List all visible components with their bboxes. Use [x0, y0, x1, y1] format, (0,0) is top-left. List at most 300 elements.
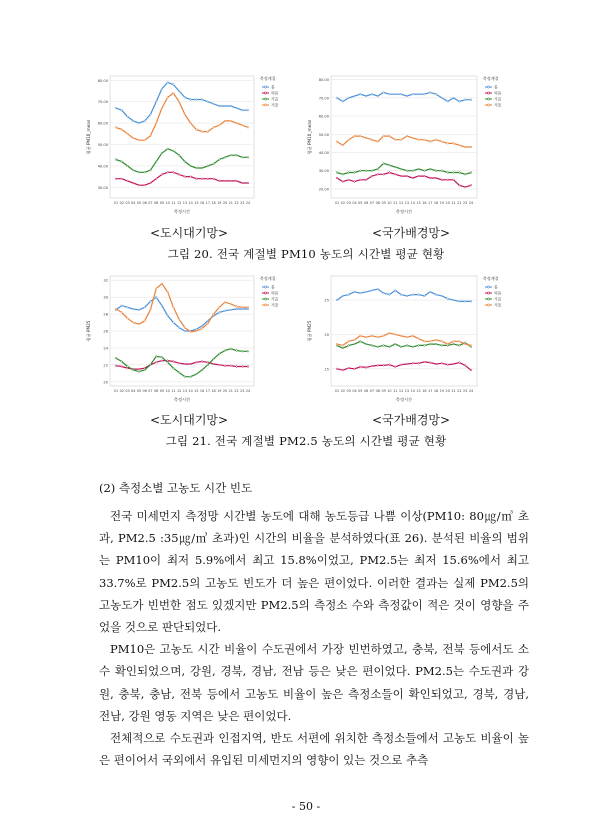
- data-point: [365, 336, 367, 338]
- x-tick-label: 17: [428, 201, 433, 205]
- data-point: [412, 177, 414, 179]
- x-tick-label: 22: [234, 389, 239, 393]
- data-point: [400, 335, 402, 337]
- data-point: [201, 178, 203, 180]
- data-point: [406, 175, 408, 177]
- y-axis-label: 평균 PM10_mean: [307, 119, 312, 155]
- data-point: [360, 93, 362, 95]
- legend-marker: [487, 92, 489, 94]
- x-tick-label: 08: [375, 389, 380, 393]
- data-point: [336, 172, 338, 174]
- x-tick-label: 14: [410, 389, 415, 393]
- x-tick-label: 03: [346, 201, 351, 205]
- data-point: [394, 366, 396, 368]
- y-tick-label: 26: [103, 329, 108, 334]
- data-point: [371, 365, 373, 367]
- data-point: [247, 308, 249, 310]
- data-point: [342, 181, 344, 183]
- data-point: [360, 179, 362, 181]
- y-tick-label: 30: [103, 295, 108, 300]
- data-point: [132, 369, 134, 371]
- legend-marker: [264, 92, 266, 94]
- legend-marker: [487, 86, 489, 88]
- data-point: [224, 180, 226, 182]
- data-point: [224, 365, 226, 367]
- paragraph-3: 전체적으로 수도권과 인접지역, 반도 서편에 위치한 측정소들에서 고농도 비율이 높은 편이어서 국외에서 유입된 미세먼지의 영향이 있는 것으로 추측: [99, 731, 529, 768]
- data-point: [121, 129, 123, 131]
- legend-marker: [264, 98, 266, 100]
- data-point: [470, 184, 472, 186]
- data-point: [441, 363, 443, 365]
- x-tick-label: 01: [113, 201, 119, 205]
- data-point: [336, 141, 338, 143]
- data-point: [190, 99, 192, 101]
- x-tick-label: 16: [199, 201, 205, 205]
- legend-title: 측정계절: [483, 76, 499, 81]
- data-point: [360, 135, 362, 137]
- data-point: [230, 365, 232, 367]
- data-point: [201, 167, 203, 169]
- data-point: [418, 363, 420, 365]
- x-tick-label: 11: [393, 389, 398, 393]
- data-point: [241, 157, 243, 159]
- data-point: [155, 161, 157, 163]
- data-point: [155, 288, 157, 290]
- data-point: [196, 178, 198, 180]
- x-tick-label: 18: [433, 201, 439, 205]
- x-tick-label: 11: [171, 389, 176, 393]
- legend-marker: [487, 304, 489, 306]
- data-point: [441, 341, 443, 343]
- data-point: [429, 343, 431, 345]
- data-point: [441, 295, 443, 297]
- data-point: [121, 178, 123, 180]
- data-point: [127, 133, 129, 135]
- x-tick-label: 10: [387, 201, 392, 205]
- data-point: [132, 322, 134, 324]
- data-point: [115, 357, 117, 359]
- data-point: [459, 184, 461, 186]
- x-tick-label: 08: [375, 201, 380, 205]
- data-point: [184, 97, 186, 99]
- x-tick-label: 15: [194, 201, 199, 205]
- data-point: [213, 163, 215, 165]
- data-point: [219, 312, 221, 314]
- data-point: [230, 180, 232, 182]
- data-point: [127, 307, 129, 309]
- data-point: [429, 141, 431, 143]
- data-point: [190, 176, 192, 178]
- data-point: [365, 137, 367, 139]
- legend-marker: [264, 86, 266, 88]
- data-point: [132, 137, 134, 139]
- data-point: [348, 139, 350, 141]
- data-point: [383, 174, 385, 176]
- data-point: [219, 364, 221, 366]
- data-point: [155, 356, 157, 358]
- x-tick-label: 17: [428, 389, 433, 393]
- x-tick-label: 06: [363, 201, 369, 205]
- chart-pm25-urban: [84, 268, 298, 408]
- y-tick-label: 20: [103, 380, 108, 385]
- data-point: [121, 109, 123, 111]
- data-point: [190, 331, 192, 333]
- data-point: [173, 367, 175, 369]
- data-point: [155, 296, 157, 298]
- data-point: [377, 168, 379, 170]
- x-tick-label: 18: [433, 389, 439, 393]
- data-point: [429, 92, 431, 94]
- x-tick-label: 13: [182, 201, 188, 205]
- data-point: [406, 345, 408, 347]
- data-point: [138, 323, 140, 325]
- y-axis-label: 평균 PM25: [307, 320, 312, 342]
- data-point: [441, 97, 443, 99]
- data-point: [383, 365, 385, 367]
- data-point: [424, 345, 426, 347]
- x-tick-label: 07: [148, 201, 153, 205]
- data-point: [342, 101, 344, 103]
- paragraph-2: PM10은 고농도 시간 비율이 수도권에서 가장 빈번하였고, 충북, 전북 등에서도 소수 확인되었으며, 강원, 경북, 경남, 전남 등은 낮은 편이었다. PM2.5는 수도권과 강원, 충북, 충남, 전북 등에서 고농도 비율이 높은 측정소들이 확인되었고, 경북, 경남, 전남, 강원 영동 지역은 낮은 편이었다.: [99, 642, 529, 723]
- data-point: [144, 320, 146, 322]
- data-point: [394, 93, 396, 95]
- data-point: [418, 168, 420, 170]
- legend-marker: [487, 292, 489, 294]
- legend-marker: [264, 292, 266, 294]
- data-point: [418, 93, 420, 95]
- data-point: [213, 313, 215, 315]
- data-point: [389, 135, 391, 137]
- data-point: [354, 291, 356, 293]
- data-point: [365, 291, 367, 293]
- data-point: [348, 367, 350, 369]
- data-point: [464, 301, 466, 303]
- data-point: [184, 363, 186, 365]
- data-point: [207, 165, 209, 167]
- data-point: [459, 362, 461, 364]
- data-point: [224, 157, 226, 159]
- data-point: [230, 120, 232, 122]
- data-point: [219, 159, 221, 161]
- data-point: [342, 295, 344, 297]
- data-point: [418, 175, 420, 177]
- data-point: [464, 186, 466, 188]
- x-axis-label: 측정시간: [173, 397, 191, 402]
- x-tick-label: 07: [369, 389, 375, 393]
- x-tick-label: 16: [422, 201, 427, 205]
- data-point: [447, 343, 449, 345]
- legend-title: 측정계절: [260, 76, 276, 81]
- y-tick-label: 20.00: [318, 187, 329, 192]
- y-axis-label: 평균 PM25: [86, 320, 91, 342]
- data-point: [400, 175, 402, 177]
- data-point: [342, 174, 344, 176]
- data-point: [178, 362, 180, 364]
- data-point: [155, 362, 157, 364]
- data-point: [429, 168, 431, 170]
- y-tick-label: 32: [103, 278, 108, 283]
- data-point: [429, 177, 431, 179]
- figure-20-caption: 그림 20. 전국 계절별 PM10 농도의 시간별 평균 현황: [167, 247, 445, 261]
- data-point: [196, 362, 198, 364]
- x-tick-label: 23: [240, 201, 245, 205]
- x-axis-label: 측정시간: [395, 397, 413, 402]
- body-text: [99, 505, 529, 771]
- data-point: [412, 335, 414, 337]
- data-point: [115, 159, 117, 161]
- data-point: [348, 172, 350, 174]
- data-point: [201, 369, 203, 371]
- data-point: [459, 144, 461, 146]
- x-tick-label: 03: [346, 389, 351, 393]
- legend-label: 여름: [494, 90, 502, 96]
- data-point: [167, 362, 169, 364]
- x-tick-label: 12: [398, 201, 404, 205]
- data-point: [342, 347, 344, 349]
- x-tick-label: 01: [334, 201, 340, 205]
- data-point: [207, 323, 209, 325]
- data-point: [230, 303, 232, 305]
- legend-label: 겨울: [494, 302, 502, 308]
- x-tick-label: 24: [468, 389, 474, 393]
- data-point: [219, 307, 221, 309]
- data-point: [441, 345, 443, 347]
- data-point: [121, 161, 123, 163]
- data-point: [389, 294, 391, 296]
- x-tick-label: 08: [154, 201, 159, 205]
- data-point: [138, 122, 140, 124]
- data-point: [132, 182, 134, 184]
- data-point: [348, 345, 350, 347]
- x-tick-label: 17: [205, 201, 210, 205]
- data-point: [377, 174, 379, 176]
- data-point: [213, 358, 215, 360]
- x-tick-label: 20: [445, 201, 450, 205]
- x-tick-label: 09: [381, 389, 386, 393]
- data-point: [213, 178, 215, 180]
- data-point: [400, 364, 402, 366]
- data-point: [247, 109, 249, 111]
- data-point: [127, 180, 129, 182]
- legend-label: 가을: [494, 96, 502, 102]
- data-point: [236, 306, 238, 308]
- data-point: [354, 95, 356, 97]
- data-point: [371, 335, 373, 337]
- legend-label: 겨울: [494, 102, 502, 108]
- data-point: [241, 109, 243, 111]
- x-tick-label: 06: [363, 389, 369, 393]
- data-point: [132, 169, 134, 171]
- data-point: [138, 371, 140, 373]
- data-point: [201, 131, 203, 133]
- x-tick-label: 11: [171, 201, 176, 205]
- data-point: [201, 99, 203, 101]
- x-tick-label: 21: [228, 389, 233, 393]
- legend-label: 겨울: [271, 102, 279, 108]
- x-tick-label: 19: [439, 389, 445, 393]
- data-point: [224, 310, 226, 312]
- data-point: [406, 363, 408, 365]
- data-point: [236, 350, 238, 352]
- data-point: [224, 350, 226, 352]
- data-point: [213, 103, 215, 105]
- data-point: [377, 365, 379, 367]
- data-point: [394, 139, 396, 141]
- data-point: [224, 301, 226, 303]
- data-point: [190, 122, 192, 124]
- data-point: [383, 335, 385, 337]
- data-point: [336, 368, 338, 370]
- legend-label: 봄: [271, 84, 275, 90]
- data-point: [161, 305, 163, 307]
- data-point: [389, 164, 391, 166]
- data-point: [459, 341, 461, 343]
- x-tick-label: 23: [463, 389, 468, 393]
- data-point: [213, 363, 215, 365]
- data-point: [429, 291, 431, 293]
- data-point: [424, 361, 426, 363]
- data-point: [354, 343, 356, 345]
- data-point: [424, 93, 426, 95]
- data-point: [150, 169, 152, 171]
- data-point: [365, 343, 367, 345]
- data-point: [354, 172, 356, 174]
- x-tick-label: 13: [404, 201, 410, 205]
- x-tick-label: 12: [398, 389, 404, 393]
- x-tick-label: 23: [240, 389, 245, 393]
- data-point: [138, 172, 140, 174]
- data-point: [348, 97, 350, 99]
- data-point: [360, 292, 362, 294]
- x-tick-label: 05: [136, 201, 142, 205]
- legend-label: 겨울: [271, 302, 279, 308]
- x-tick-label: 09: [159, 389, 165, 393]
- data-point: [173, 150, 175, 152]
- data-point: [453, 179, 455, 181]
- data-point: [389, 364, 391, 366]
- data-point: [470, 345, 472, 347]
- data-point: [196, 329, 198, 331]
- data-point: [167, 172, 169, 174]
- data-point: [406, 95, 408, 97]
- data-point: [196, 99, 198, 101]
- data-point: [230, 348, 232, 350]
- page-number: - 50 -: [291, 800, 321, 813]
- data-point: [247, 307, 249, 309]
- x-tick-label: 05: [358, 389, 363, 393]
- y-tick-label: 20: [324, 332, 329, 337]
- x-tick-label: 12: [176, 201, 182, 205]
- data-point: [418, 139, 420, 141]
- data-point: [406, 295, 408, 297]
- x-tick-label: 20: [222, 201, 228, 205]
- data-point: [470, 369, 472, 371]
- y-tick-label: 40.00: [97, 164, 108, 169]
- x-tick-label: 21: [451, 201, 456, 205]
- x-tick-label: 14: [410, 201, 415, 205]
- data-point: [144, 184, 146, 186]
- data-point: [429, 362, 431, 364]
- legend-marker: [264, 298, 266, 300]
- data-point: [394, 174, 396, 176]
- data-point: [459, 172, 461, 174]
- legend-marker: [487, 98, 489, 100]
- data-point: [400, 294, 402, 296]
- data-point: [184, 161, 186, 163]
- data-point: [178, 90, 180, 92]
- data-point: [412, 363, 414, 365]
- legend-label: 가을: [271, 296, 279, 302]
- data-point: [184, 327, 186, 329]
- data-point: [383, 92, 385, 94]
- data-point: [400, 168, 402, 170]
- data-point: [247, 157, 249, 159]
- y-tick-label: 70.00: [318, 96, 329, 101]
- data-point: [447, 172, 449, 174]
- x-tick-label: 10: [165, 389, 170, 393]
- x-tick-label: 15: [194, 389, 199, 393]
- data-point: [447, 298, 449, 300]
- data-point: [155, 101, 157, 103]
- x-tick-label: 07: [148, 389, 153, 393]
- y-tick-label: 30.00: [318, 169, 329, 174]
- data-point: [138, 309, 140, 311]
- data-point: [241, 124, 243, 126]
- data-point: [127, 116, 129, 118]
- x-tick-label: 19: [439, 201, 445, 205]
- data-point: [383, 163, 385, 165]
- data-point: [418, 338, 420, 340]
- data-point: [121, 305, 123, 307]
- data-point: [389, 346, 391, 348]
- data-point: [190, 363, 192, 365]
- x-axis-label: 측정시간: [395, 209, 413, 214]
- data-point: [336, 177, 338, 179]
- x-tick-label: 09: [159, 201, 165, 205]
- data-point: [336, 343, 338, 345]
- data-point: [115, 365, 117, 367]
- data-point: [121, 361, 123, 363]
- x-tick-label: 02: [119, 389, 124, 393]
- x-tick-label: 15: [416, 201, 421, 205]
- data-point: [435, 343, 437, 345]
- data-point: [424, 170, 426, 172]
- x-tick-label: 16: [422, 389, 427, 393]
- data-point: [412, 137, 414, 139]
- data-point: [459, 301, 461, 303]
- data-point: [155, 178, 157, 180]
- data-point: [377, 346, 379, 348]
- data-point: [127, 165, 129, 167]
- data-point: [219, 353, 221, 355]
- data-point: [161, 356, 163, 358]
- x-tick-label: 09: [381, 201, 386, 205]
- data-point: [365, 170, 367, 172]
- data-point: [348, 294, 350, 296]
- y-axis-label: 평균 PM10_mean: [86, 119, 91, 155]
- x-tick-label: 04: [131, 201, 136, 205]
- data-point: [236, 308, 238, 310]
- x-tick-label: 24: [245, 389, 251, 393]
- data-point: [470, 172, 472, 174]
- data-point: [453, 343, 455, 345]
- legend-label: 여름: [271, 290, 279, 296]
- x-tick-label: 11: [393, 201, 398, 205]
- data-point: [435, 363, 437, 365]
- data-point: [184, 330, 186, 332]
- chart-pm10-urban: [84, 68, 298, 220]
- data-point: [453, 143, 455, 145]
